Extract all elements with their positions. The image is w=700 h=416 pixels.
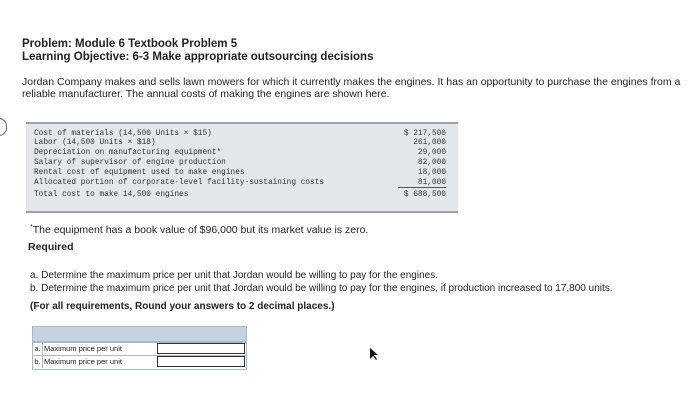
problem-intro: Jordan Company makes and sells lawn mowers for which it currently makes the engines. It has an opportunity to purchase the engines from a reliable manufacturer. The annual costs of making the engines are shown here.: [22, 76, 681, 100]
cost-label: Total cost to make 14,500 engines: [34, 191, 189, 199]
requirement-a: a. Determine the maximum price per unit that Jordan would be willing to pay for the engines.: [30, 270, 438, 281]
row-letter: a.: [33, 343, 43, 355]
required-heading: Required: [28, 241, 74, 253]
cost-row: [34, 158, 452, 168]
row-label: Maximum price per unit: [44, 357, 122, 366]
cost-label: Cost of materials (14,500 Units × $15): [34, 130, 212, 138]
cost-label: Salary of supervisor of engine production: [34, 159, 226, 167]
cost-row: [34, 168, 452, 178]
requirement-b: b. Determine the maximum price per unit that Jordan would be willing to pay for the engines, if production increased to 17,800 units.: [30, 283, 613, 294]
mouse-cursor-icon: [370, 348, 380, 360]
subtotal-rule: [398, 187, 446, 188]
cost-label: Allocated portion of corporate-level facility-sustaining costs: [34, 179, 325, 187]
footnote-marker: *: [30, 224, 33, 231]
cost-amount: $ 217,500: [403, 130, 446, 138]
row-letter: b.: [33, 356, 43, 368]
cost-label: Depreciation on manufacturing equipment*: [34, 149, 222, 157]
cost-label: Labor (14,500 Units × $18): [34, 139, 156, 147]
footnote-text: The equipment has a book value of $96,000 but its market value is zero.: [32, 224, 369, 236]
learning-objective: Learning Objective: 6-3 Make appropriate outsourcing decisions: [22, 51, 374, 63]
collapse-handle-icon[interactable]: [0, 118, 7, 136]
cost-amount: 81,000: [417, 179, 446, 187]
answer-table: [32, 326, 247, 370]
cost-row: [34, 138, 452, 148]
cost-row: [34, 148, 452, 158]
rounding-note: (For all requirements, Round your answers to 2 decimal places.): [30, 301, 335, 312]
cost-amount: 82,000: [417, 159, 446, 167]
problem-title: Problem: Module 6 Textbook Problem 5: [22, 38, 238, 50]
cost-total-row: [34, 190, 452, 200]
answer-row-a: [33, 342, 246, 355]
row-label: Maximum price per unit: [44, 344, 122, 353]
cost-amount: $ 688,500: [403, 191, 446, 199]
answer-a-input[interactable]: [157, 343, 245, 354]
cost-table: [26, 122, 458, 213]
answer-table-header: [33, 327, 246, 342]
answer-b-input[interactable]: [157, 356, 245, 367]
cost-amount: 261,000: [413, 139, 446, 147]
cost-amount: 18,000: [417, 169, 446, 177]
cost-amount: 29,000: [417, 149, 446, 157]
answer-row-b: [33, 355, 246, 368]
footnote: [30, 224, 368, 236]
problem-header: [22, 38, 373, 64]
cost-row: [34, 178, 452, 188]
cost-label: Rental cost of equipment used to make engines: [34, 169, 245, 177]
